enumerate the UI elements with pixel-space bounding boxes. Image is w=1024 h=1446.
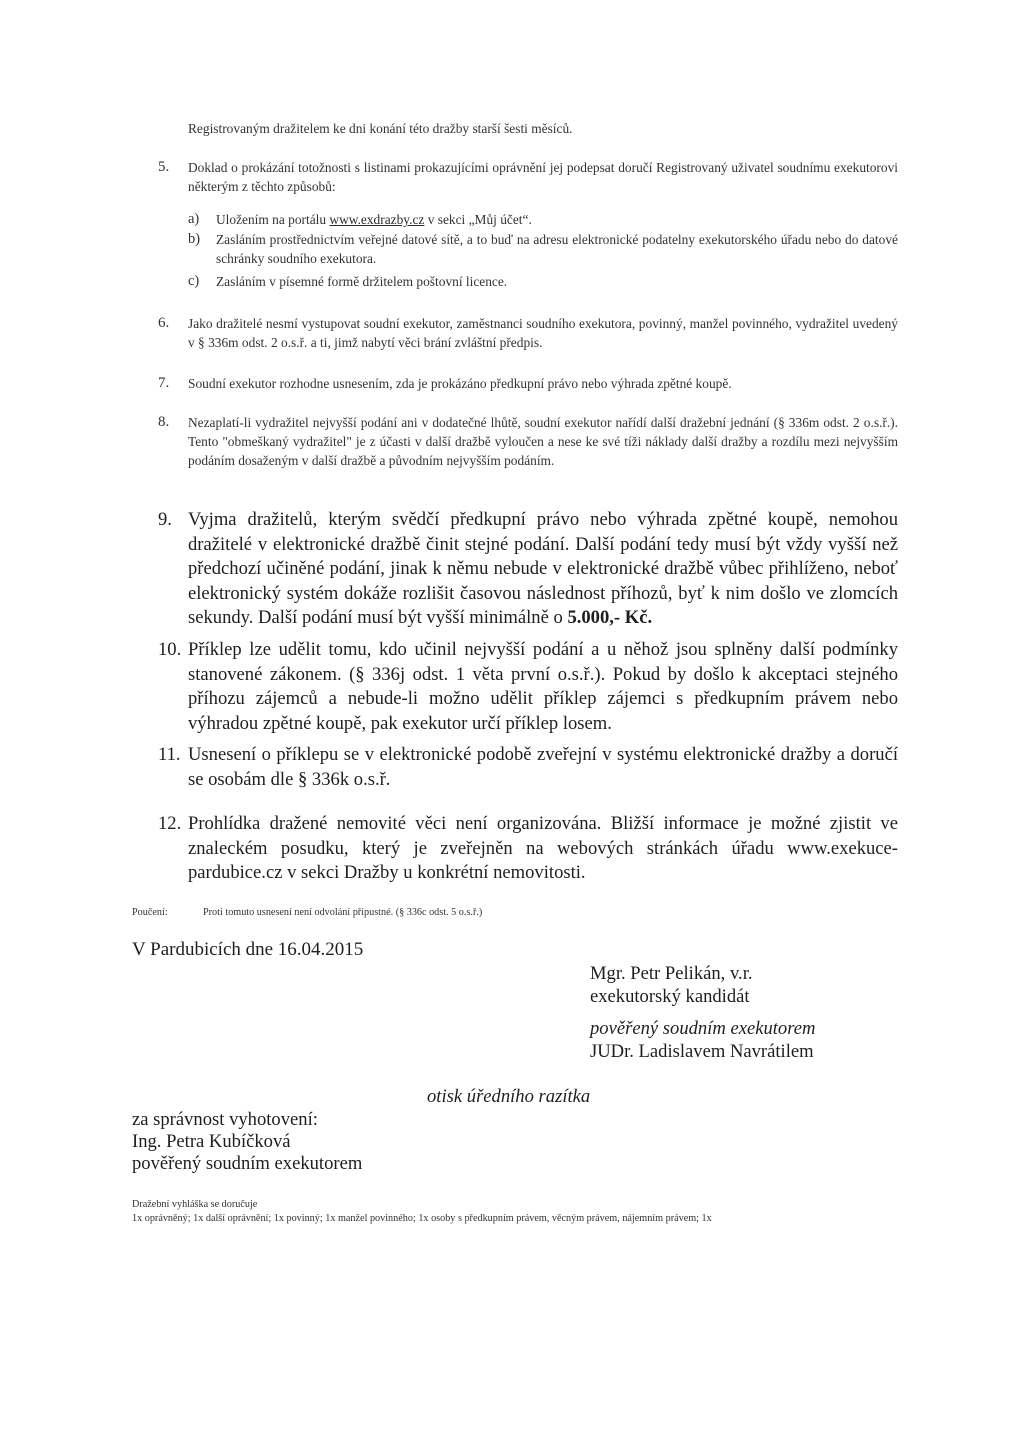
correctness-role: pověřený soudním exekutorem bbox=[132, 1153, 363, 1174]
sub-item-text: Uložením na portálu bbox=[216, 212, 330, 227]
place-date: V Pardubicích dne 16.04.2015 bbox=[132, 939, 364, 960]
item-text: Usnesení o příklepu se v elektronické podobě zveřejní v systému elektronické dražby a doručí se osobám dle § 336k o.s.ř. bbox=[188, 744, 898, 790]
list-item-11 bbox=[158, 743, 898, 792]
item-number: 5. bbox=[158, 159, 170, 175]
item-number: 6. bbox=[158, 315, 170, 331]
list-item-12 bbox=[158, 812, 898, 886]
item-number: 11. bbox=[158, 744, 181, 765]
min-bid-amount: 5.000,- Kč. bbox=[567, 607, 653, 628]
stamp-note: otisk úředního razítka bbox=[427, 1086, 591, 1107]
sub-item-a bbox=[188, 210, 898, 229]
sub-item-text-tail: v sekci „Můj účet“. bbox=[424, 212, 532, 227]
item-text: Nezaplatí-li vydražitel nejvyšší podání ani v dodatečné lhůtě, soudní exekutor nařídí další dražební jednání (§ 336m odst. 2 o.s.ř.). Tento "obmeškaný vydražitel" je z účasti v další dražbě vyloučen a nese ke své tíži náklady další dražby a rozdílu mezi nejvyšším podáním dosaženým v další dražbě a původním nejvyšším podáním. bbox=[188, 415, 898, 468]
correctness-label: za správnost vyhotovení: bbox=[132, 1109, 318, 1130]
pouceni-label: Poučení: bbox=[132, 907, 168, 918]
item-number: 10. bbox=[158, 639, 182, 660]
item-text: Prohlídka dražené nemovité věci není organizována. Bližší informace je možné zjistit ve znaleckém posudku, který je zveřejněn na webových stránkách úřadu www.exekuce-pardubice.cz v sekci Dražby u konkrétní nemovitosti. bbox=[188, 813, 898, 883]
sub-item-b bbox=[188, 230, 898, 268]
exdrazby-link[interactable]: www.exdrazby.cz bbox=[329, 212, 425, 227]
item-number: 12. bbox=[158, 813, 182, 834]
list-item-6 bbox=[158, 314, 898, 352]
list-item-9 bbox=[158, 508, 898, 631]
item-text: Vyjma dražitelů, kterým svědčí předkupní právo nebo výhrada zpětné koupě, nemohou dražitelé v elektronické dražbě činit stejné podání. Další podání tedy musí být vždy vyšší než předchozí učiněné podání, jinak k němu nebude v elektronické dražbě vůbec přihlíženo, neboť elektronický systém dokáže rozlišit časovou následnost příhozů, byť k nim došlo ve zlomcích sekundy. Další podání musí být vyšší minimálně o bbox=[188, 509, 898, 628]
item-number: 9. bbox=[158, 509, 172, 530]
signatory-executor: JUDr. Ladislavem Navrátilem bbox=[590, 1041, 814, 1062]
signatory-authorized: pověřený soudním exekutorem bbox=[590, 1018, 816, 1039]
correctness-name: Ing. Petra Kubíčková bbox=[132, 1131, 291, 1152]
item-text: Soudní exekutor rozhodne usnesením, zda je prokázáno předkupní právo nebo výhrada zpětné koupě. bbox=[188, 376, 732, 391]
signatory-role: exekutorský kandidát bbox=[590, 986, 750, 1007]
list-item-5 bbox=[158, 158, 898, 196]
list-item-10 bbox=[158, 638, 898, 736]
item-text: Příklep lze udělit tomu, kdo učinil nejvyšší podání a u něhož jsou splněny další podmínky stanovené zákonem. (§ 336j odst. 1 věta první o.s.ř.). Pokud by došlo k akceptaci stejného příhozu zájemců a nebude-li možno udělit příklep zájemci s předkupním právem nebo výhradou zpětné koupě, pak exekutor určí příklep losem. bbox=[188, 639, 898, 734]
delivery-list: 1x oprávněný; 1x další oprávnění; 1x povinný; 1x manžel povinného; 1x osoby s předkupním právem, věcným právem, nájemním právem; 1x bbox=[132, 1213, 712, 1224]
sub-item-text: Zasláním prostřednictvím veřejné datové sítě, a to buď na adresu elektronické podatelny exekutorského úřadu nebo do datové schránky soudního exekutora. bbox=[216, 232, 898, 266]
sub-item-c bbox=[188, 272, 898, 291]
sub-item-text: Zasláním v písemné formě držitelem poštovní licence. bbox=[216, 274, 508, 289]
sub-item-letter: c) bbox=[188, 273, 200, 289]
list-item-7 bbox=[158, 374, 898, 393]
item-text: Doklad o prokázání totožnosti s listinami prokazujícími oprávnění jej podepsat doručí Registrovaný uživatel soudnímu exekutorovi některým z těchto způsobů: bbox=[188, 160, 898, 194]
sub-item-letter: a) bbox=[188, 211, 200, 227]
item-number: 7. bbox=[158, 375, 170, 391]
intro-line: Registrovaným dražitelem ke dni konání této dražby starší šesti měsíců. bbox=[188, 121, 573, 136]
pouceni-text: Proti tomuto usnesení není odvolání přípustné. (§ 336c odst. 5 o.s.ř.) bbox=[203, 907, 483, 918]
delivery-title: Dražební vyhláška se doručuje bbox=[132, 1199, 258, 1210]
signatory-name: Mgr. Petr Pelikán, v.r. bbox=[590, 963, 753, 984]
item-text: Jako dražitelé nesmí vystupovat soudní exekutor, zaměstnanci soudního exekutora, povinný, manžel povinného, vydražitel uvedený v § 336m odst. 2 o.s.ř. a ti, jimž nabytí věci brání zvláštní předpis. bbox=[188, 316, 898, 350]
item-number: 8. bbox=[158, 414, 170, 430]
sub-item-letter: b) bbox=[188, 231, 201, 247]
list-item-8 bbox=[158, 413, 898, 470]
